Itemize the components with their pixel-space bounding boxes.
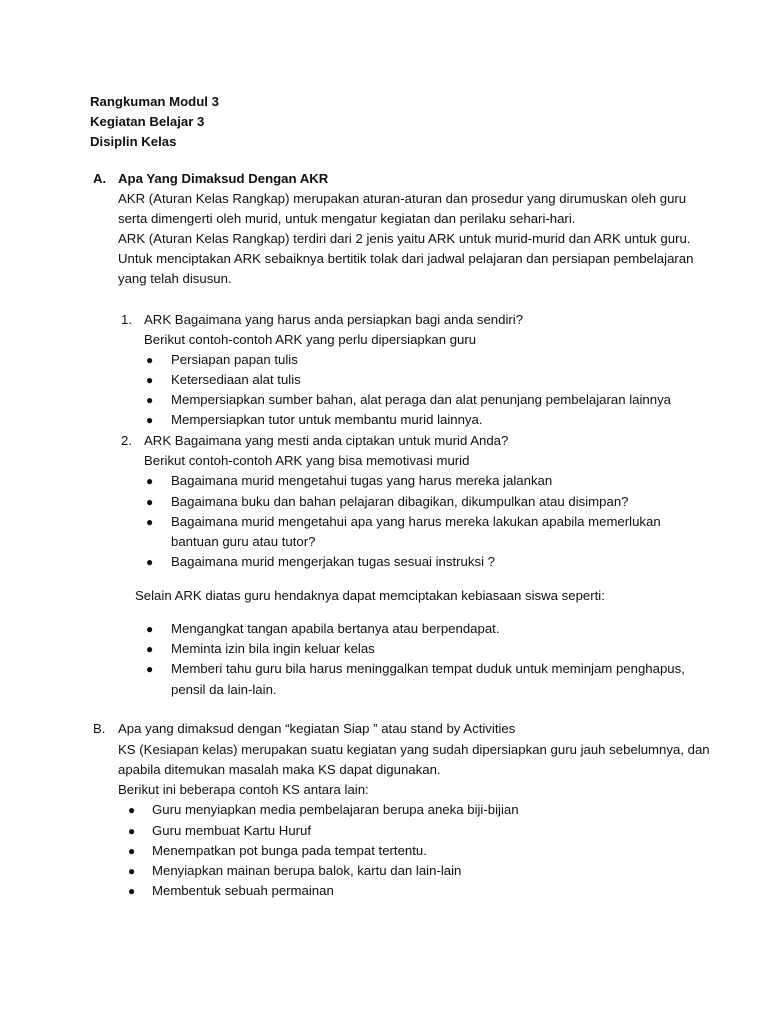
- bullet-icon: ●: [128, 884, 136, 898]
- bullet-icon: ●: [146, 622, 154, 636]
- bullet-icon: ●: [146, 642, 154, 656]
- paragraph-line: apabila ditemukan masalah maka KS dapat digunakan.: [118, 762, 441, 777]
- bullet-icon: ●: [128, 844, 136, 858]
- bullet-icon: ●: [146, 373, 154, 387]
- paragraph-line: AKR (Aturan Kelas Rangkap) merupakan aturan-aturan dan prosedur yang dirumuskan oleh guru: [118, 191, 687, 206]
- bullet-text-continuation: pensil da lain-lain.: [171, 682, 277, 697]
- paragraph-line: ARK (Aturan Kelas Rangkap) terdiri dari 2 jenis yaitu ARK untuk murid-murid dan ARK untuk guru.: [118, 231, 691, 246]
- paragraph-line: Untuk menciptakan ARK sebaiknya bertitik tolak dari jadwal pelajaran dan persiapan pembelajaran: [118, 251, 694, 266]
- bullet-text: Menempatkan pot bunga pada tempat tertentu.: [152, 843, 427, 858]
- doc-subtitle: Kegiatan Belajar 3: [90, 114, 205, 129]
- bullet-text: Guru menyiapkan media pembelajaran berupa aneka biji-bijian: [152, 802, 519, 817]
- paragraph-line: KS (Kesiapan kelas) merupakan suatu kegiatan yang sudah dipersiapkan guru jauh sebelumnya, dan: [118, 742, 710, 757]
- bullet-icon: ●: [146, 474, 154, 488]
- bullet-icon: ●: [146, 662, 154, 676]
- bullet-text: Bagaimana murid mengetahui tugas yang harus mereka jalankan: [171, 473, 553, 488]
- bullet-text: Menyiapkan mainan berupa balok, kartu dan lain-lain: [152, 863, 462, 878]
- bullet-icon: ●: [146, 393, 154, 407]
- paragraph-line: Selain ARK diatas guru hendaknya dapat memciptakan kebiasaan siswa seperti:: [135, 588, 605, 603]
- paragraph-line: Berikut ini beberapa contoh KS antara lain:: [118, 782, 369, 797]
- section-a-title: Apa Yang Dimaksud Dengan AKR: [118, 171, 329, 186]
- bullet-text: Bagaimana murid mengetahui apa yang harus mereka lakukan apabila memerlukan: [171, 514, 661, 529]
- bullet-icon: ●: [128, 824, 136, 838]
- doc-topic: Disiplin Kelas: [90, 134, 177, 149]
- paragraph-line: yang telah disusun.: [118, 271, 232, 286]
- list-number: 1.: [121, 312, 132, 327]
- bullet-text: Persiapan papan tulis: [171, 352, 298, 367]
- bullet-text-continuation: bantuan guru atau tutor?: [171, 534, 316, 549]
- list-item-subtitle: Berikut contoh-contoh ARK yang perlu dipersiapkan guru: [144, 332, 477, 347]
- paragraph-line: serta dimengerti oleh murid, untuk mengatur kegiatan dan perilaku sehari-hari.: [118, 211, 576, 226]
- bullet-text: Mempersiapkan sumber bahan, alat peraga dan alat penunjang pembelajaran lainnya: [171, 392, 671, 407]
- bullet-icon: ●: [128, 803, 136, 817]
- section-b-title: Apa yang dimaksud dengan “kegiatan Siap ” atau stand by Activities: [118, 721, 516, 736]
- bullet-text: Mempersiapkan tutor untuk membantu murid lainnya.: [171, 412, 483, 427]
- bullet-text: Mengangkat tangan apabila bertanya atau berpendapat.: [171, 621, 500, 636]
- list-item-title: ARK Bagaimana yang harus anda persiapkan bagi anda sendiri?: [144, 312, 524, 327]
- section-b-marker: B.: [93, 721, 106, 736]
- bullet-text: Membentuk sebuah permainan: [152, 883, 334, 898]
- list-item-title: ARK Bagaimana yang mesti anda ciptakan untuk murid Anda?: [144, 433, 509, 448]
- section-a-marker: A.: [93, 171, 107, 186]
- bullet-icon: ●: [146, 495, 154, 509]
- bullet-text: Bagaimana murid mengerjakan tugas sesuai instruksi ?: [171, 554, 495, 569]
- bullet-icon: ●: [128, 864, 136, 878]
- bullet-text: Bagaimana buku dan bahan pelajaran dibagikan, dikumpulkan atau disimpan?: [171, 494, 629, 509]
- bullet-text: Guru membuat Kartu Huruf: [152, 823, 312, 838]
- list-number: 2.: [121, 433, 132, 448]
- bullet-icon: ●: [146, 353, 154, 367]
- list-item-subtitle: Berikut contoh-contoh ARK yang bisa memotivasi murid: [144, 453, 470, 468]
- bullet-icon: ●: [146, 413, 154, 427]
- bullet-text: Ketersediaan alat tulis: [171, 372, 301, 387]
- bullet-text: Meminta izin bila ingin keluar kelas: [171, 641, 375, 656]
- bullet-text: Memberi tahu guru bila harus meninggalkan tempat duduk untuk meminjam penghapus,: [171, 661, 685, 676]
- bullet-icon: ●: [146, 555, 154, 569]
- bullet-icon: ●: [146, 515, 154, 529]
- doc-title: Rangkuman Modul 3: [90, 94, 219, 109]
